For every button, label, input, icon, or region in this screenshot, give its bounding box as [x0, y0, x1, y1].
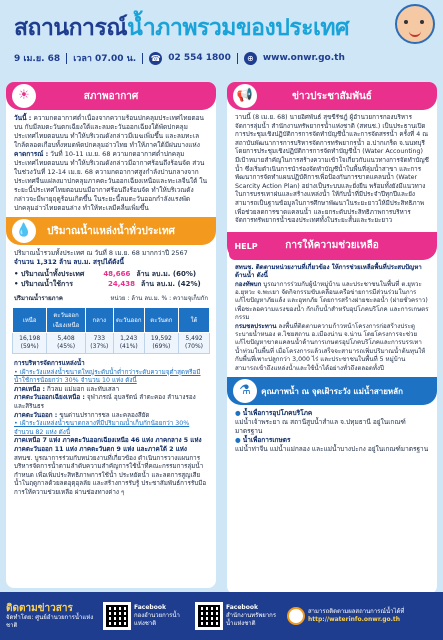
- phone-icon: ☎: [150, 53, 161, 63]
- water-heading: 💧 ปริมาณน้ำแหล่งน้ำทั่วประเทศ: [6, 217, 216, 245]
- info-bar: [14, 51, 345, 65]
- water-quality-icon: ⚗: [233, 379, 257, 403]
- left-column: [6, 82, 216, 588]
- qr-code-icon: [195, 602, 223, 630]
- help-badge: HELP: [229, 234, 263, 260]
- water-intro: ปริมาณน้ำรวมทั้งประเทศ ณ วันที่ 8 เม.ย. 68 มากกว่าปี 2567 จำนวน 1,312 ล้าน ลบ.ม. สรุปได้ดังนี้: [14, 249, 188, 266]
- footer-org[interactable]: สามารถติดตามผลสถานการณ์น้ำได้ที่ http://waterinfo.onwr.go.th: [287, 607, 414, 625]
- regional-water-table: เหนือ ตะวันออกเฉียงเหนือ กลาง ตะวันออก ตะวันตก ใต้ 16,198 (59%) 5,408 (45%) 733 (37%) 1,243 (41%) 19,592 (69%) 5,492 (70%): [12, 307, 210, 354]
- weather-text: วันนี้ : ความกดอากาศต่ำเนื่องจากความร้อนปกคลุมประเทศไทยตอนบน กับมีลมตะวันตกเฉียงใต้และลมตะวันออกเฉียงใต้พัดปกคลุมประเทศไทยตอนบน ทำให้บริเวณดังกล่าวมีเมฆเพิ่มขึ้น และลมทะเลใกล้ตลอดเกือบทั้งหมดพัดปกคลุมอ่าวไทย ทำให้ภาคใต้มีฝนบางแห่ง คาดการณ์ : วันที่ 10-11 เม.ย. 68 ความกดอากาศต่ำปกคลุมประเทศไทยตอนบน ทำให้บริเวณดังกล่าวมีอากาศร้อนถึงร้อนจัด ส่วนในช่วงวันที่ 12-14 เม.ย. 68 ความกดอากาศสูงกำลังปานกลางจากประเทศจีนแผ่ลงมาปกคลุมภาคตะวันออกเฉียงเหนือและทะเลจีนใต้ ในระยะนี้ประเทศไทยตอนบนมีอากาศร้อนถึงร้อนจัด ทำให้บริเวณดังกล่าวจะมีพายุฤดูร้อนเกิดขึ้น ในระยะนี้ลมตะวันออกกำลังแรงพัดปกคลุมอ่าวไทยตอนล่าง ทำให้ทะเลมีคลื่นเพิ่มขึ้น: [14, 114, 208, 212]
- megaphone-icon: 📢: [233, 84, 257, 108]
- mascot-logo: [395, 4, 435, 44]
- weather-heading: ☀ สภาพอากาศ: [6, 82, 216, 110]
- management-text: การบริหารจัดการแหล่งน้ำ • เฝ้าระวังแหล่งน้ำขนาดใหญ่ระดับน้ำต่ำกว่าระดับความจุต่ำสุดหรือมีน้ำใช้การน้อยกว่า 30% จำนวน 10 แห่ง ดังนี้ ภาคเหนือ : กิ่วลม แม่มอก และทับเสลา ภาคตะวันออกเฉียงเหนือ : จุฬาภรณ์ อุบลรัตน์ ลำตะคอง ลำนางรอง และสิรินธร ภาคตะวันออก : ขุนด่านปราการชล และคลองสียัด • เฝ้าระวังแหล่งน้ำขนาดกลางที่มีปริมาณน้ำเก็บกักน้อยกว่า 30% จำนวน 82 แห่ง ดังนี้ ภาคเหนือ 7 แห่ง ภาคตะวันออกเฉียงเหนือ 46 แห่ง ภาคกลาง 5 แห่ง ภาคตะวันออก 11 แห่ง ภาคตะวันตก 9 แห่ง และภาคใต้ 2 แห่ง สทนช. บูรณาการร่วมกับหน่วยงานที่เกี่ยวข้อง ดำเนินการวางแผนการบริหารจัดการน้ำตามลำดับความสำคัญการใช้น้ำที่คณะกรรมการลุ่มน้ำกำหนด เพื่อเพิ่มประสิทธิภาพการใช้น้ำ ประหยัดน้ำ และลดการสูญเสียน้ำในฤดูกาลด้วยลดอุตุอุลลัย และสร้างการรับรู้ ประชาสัมพันธ์การรับมือ การให้ความช่วยเหลือ ผ่านช่องทางต่าง ๆ: [14, 360, 207, 496]
- water-summary: • ปริมาณน้ำทั้งประเทศ 48,666 ล้าน ลบ.ม. (60%) • ปริมาณน้ำใช้การ 24,438 ล้าน ลบ.ม. (42%): [14, 270, 201, 288]
- date-text: 9 เม.ย. 68: [14, 54, 61, 64]
- quality-text: ● น้ำเพื่อการอุปโภคบริโภค แม่น้ำเจ้าพระยา ณ สถานีสูบน้ำสำแล จ.ปทุมธานี อยู่ในเกณฑ์มาตรฐาน ● น้ำเพื่อการเกษตร แม่น้ำท่าจีน แม่น้ำแม่กลอง และแม่น้ำบางปะกง อยู่ในเกณฑ์มาตรฐาน: [235, 409, 429, 453]
- footer-qr-1[interactable]: Facebook กองอำนวยการน้ำแห่งชาติ: [103, 602, 190, 630]
- help-text: สทนช. ติดตามหน่วยงานที่เกี่ยวข้อง ให้การช่วยเหลือพื้นที่ประสบปัญหาด้านน้ำ ดังนี้ กองทัพบก บูรณาการร่วมกับผู้นำหมู่บ้าน และประชาชนในพื้นที่ ต.ยุหวะ อ.ยุหวะ จ.พะเยา จัดกิจกรรมขับเคลื่อนเครือข่ายการมีส่วนร่วมในการแก้ไขปัญหาภัยแล้ง และอุทกภัย โดยการสร้างฝายชะลอน้ำ (ฝายชั่วคราว) เพื่อชะลอความแรงของน้ำ กักเก็บน้ำสำหรับอุปโภคบริโภค และการเกษตรกรรม กรมชลประทาน ลงพื้นที่ติดตามความก้าวหน้าโครงการก่อสร้างประตูระบายน้ำหนอง ต.ไชยสถาน อ.เมืองน่าน จ.น่าน โดยโครงการจะช่วยแก้ไขปัญหาขาดแคลนน้ำด้านการเกษตรอุปโภคบริโภคและการบรรเทาน้ำท่วมในพื้นที่ เมื่อโครงการแล้วเสร็จจะสามารถเพิ่มปริมาณน้ำต้นทุนให้กับพื้นที่เพาะปลูกกว่า 3,000 ไร่ และประชาชนในพื้นที่ 5 หมู่บ้าน สามารถเข้าถึงแหล่งน้ำและใช้น้ำได้อย่างทั่วถึงตลอดทั้งปี: [235, 263, 429, 372]
- globe-icon: ⊕: [244, 52, 257, 65]
- water-drop-icon: 💧: [12, 219, 36, 243]
- qr-code-icon: [103, 602, 131, 630]
- table-caption: ปริมาณน้ำรายภาค หน่วย : ล้าน ลบ.ม. % : ความจุเก็บกัก: [14, 295, 208, 302]
- phone-text: 02 554 1800: [168, 53, 231, 63]
- footer: [0, 592, 443, 640]
- news-text: วานนี้ (8 เม.ย. 68) นายอิศพันธ์ สุขขีรัชฎ์ ผู้อำนวยการกองบริหารจัดการลุ่มน้ำ สำนักงานทรัพยากรน้ำแห่งชาติ (สทนช.) เป็นประธานเปิดการประชุมเชิงปฏิบัติการการจัดทำบัญชีน้ำและการจัดสรรน้ำ ครั้งที่ 4 ณ สถาบันพัฒนาการการบริหารจัดการทรัพยากรน้ำ อ.ปากเกร็ด จ.นนทบุรี โดยการประชุมเชิงปฏิบัติการการจัดทำบัญชีน้ำ (Water Accounting) มีเป้าหมายสำคัญในการสร้างความเข้าใจเกี่ยวกับแนวทางการจัดทำบัญชีน้ำ ซึ่งเริ่มดำเนินการนำร่องจัดทำบัญชีน้ำในพื้นที่ลุ่มน้ำสาขา และการพัฒนาการจัดทำแผนปฏิบัติการเพื่อป้องกันการขาดแคลนน้ำ (Water Scarcity Action Plan) อย่างเป็นระบบและยั่งยืน พร้อมทั้งยังมีแนวทางในการบรรเทาฝนและสร้างแหล่งน้ำ ให้กับน้ำที่มีประจำปีทุกปีและยังสามารถเป็นฐานข้อมูลในการศึกษาพัฒนาในระยะยาวให้มีประสิทธิภาพ เพื่อช่วยลดการขาดแคลนน้ำ และยกระดับประสิทธิภาพการบริหารจัดการทรัพยากรน้ำของประเทศทั้งในระยะสั้นและระยะยาว: [235, 114, 429, 225]
- footer-qr-2[interactable]: Facebook สำนักงานทรัพยากรน้ำแห่งชาติ: [195, 602, 282, 630]
- footer-follow: ติดตามข่าวสาร จัดทำโดย: ศูนย์อำนวยการน้ำแห่งชาติ: [6, 602, 94, 629]
- website-link[interactable]: www.onwr.go.th: [262, 53, 345, 63]
- page-title: สถานการณ์น้ำภาพรวมของประเทศ: [14, 15, 350, 41]
- weather-icon: ☀: [12, 84, 36, 108]
- news-heading: 📢 ข่าวประชาสัมพันธ์: [227, 82, 437, 110]
- quality-heading: ⚗ คุณภาพน้ำ ณ จุดเฝ้าระวัง แม่น้ำสายหลัก: [227, 377, 437, 405]
- right-column: [227, 82, 437, 594]
- time-text: เวลา 07.00 น.: [73, 54, 137, 64]
- org-logo-icon: [287, 607, 305, 625]
- help-heading: HELP การให้ความช่วยเหลือ: [227, 232, 437, 260]
- table-row: 16,198 (59%) 5,408 (45%) 733 (37%) 1,243 (41%) 19,592 (69%) 5,492 (70%): [13, 333, 210, 354]
